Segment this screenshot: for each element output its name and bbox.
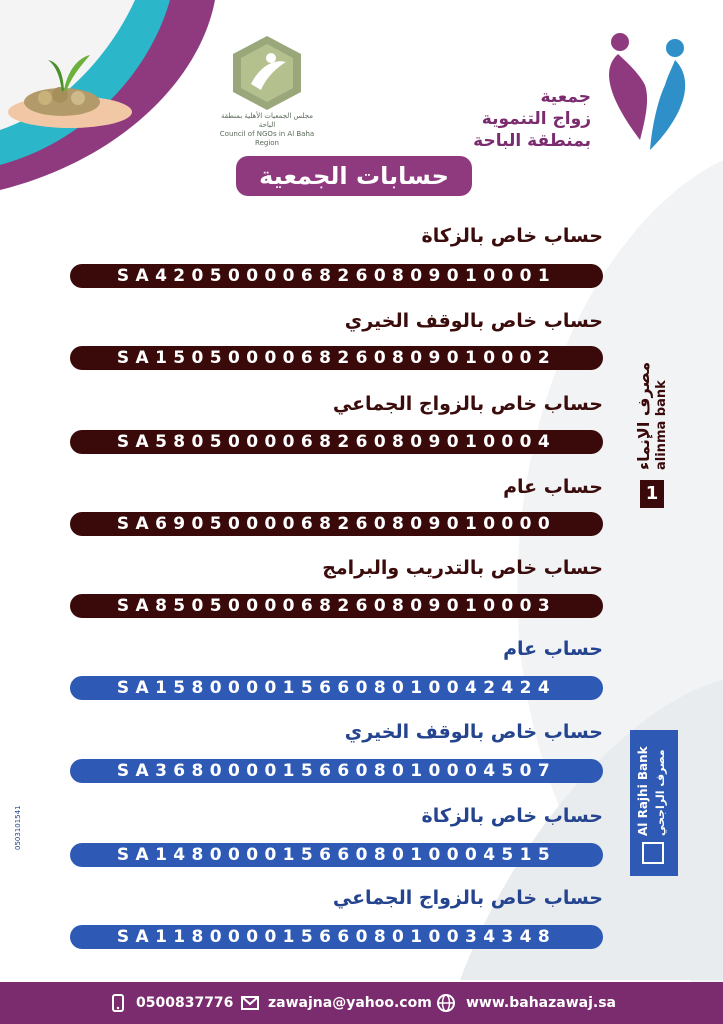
alinma-name-ar: مصرف الإنماء xyxy=(634,361,653,470)
account-label: حساب خاص بالوقف الخيري xyxy=(344,721,603,743)
council-name-ar: مجلس الجمعيات الأهلية بمنطقة الباحة xyxy=(221,112,313,129)
org-name-line1: جمعية xyxy=(540,87,591,107)
vertical-stamp-text: 0503101541 xyxy=(14,805,22,850)
council-hexagon-icon xyxy=(231,34,303,112)
footer-website[interactable]: www.bahazawaj.sa xyxy=(466,995,616,1011)
org-name-line3: بمنطقة الباحة xyxy=(473,131,591,151)
council-logo xyxy=(212,34,322,149)
alinma-mark: 1 xyxy=(640,480,664,508)
iban-bar: SA1580000156608010042424 xyxy=(70,676,603,700)
footer-email[interactable]: zawajna@yahoo.com xyxy=(268,995,432,1011)
iban-bar: SA6905000068260809010000 xyxy=(70,512,603,536)
iban-bar: SA5805000068260809010004 xyxy=(70,430,603,454)
footer-bar xyxy=(0,982,723,1024)
account-label: حساب خاص بالزواج الجماعي xyxy=(332,887,603,909)
coins-hand-image xyxy=(0,40,140,135)
email-icon xyxy=(240,993,260,1013)
organization-name xyxy=(441,86,591,152)
account-label: حساب عام xyxy=(503,638,603,660)
account-label: حساب خاص بالزواج الجماعي xyxy=(332,393,603,415)
org-name-line2: زواج التنموية xyxy=(481,109,591,129)
account-label: حساب خاص بالزكاة xyxy=(421,225,603,247)
page-title: حسابات الجمعية xyxy=(236,156,472,196)
iban-bar: SA3680000156608010004507 xyxy=(70,759,603,783)
iban-bar: SA1480000156608010004515 xyxy=(70,843,603,867)
iban-bar: SA1505000068260809010002 xyxy=(70,346,603,370)
alrajhi-name-en: Al Rajhi Bank xyxy=(636,746,650,836)
alrajhi-name-ar: مصرف الراجحي xyxy=(654,749,667,836)
alinma-name-en: alinma bank xyxy=(654,380,669,470)
alrajhi-logo-icon xyxy=(642,842,664,864)
globe-icon xyxy=(436,993,456,1013)
iban-bar: SA8505000068260809010003 xyxy=(70,594,603,618)
iban-bar: SA4205000068260809010001 xyxy=(70,264,603,288)
council-name-en: Council of NGOs in Al Baha Region xyxy=(219,130,315,147)
account-label: حساب عام xyxy=(503,476,603,498)
footer-phone[interactable]: 0500837776 xyxy=(136,995,234,1011)
phone-icon xyxy=(108,993,128,1013)
account-label: حساب خاص بالتدريب والبرامج xyxy=(322,557,603,579)
alinma-bank-badge xyxy=(632,340,672,515)
account-label: حساب خاص بالوقف الخيري xyxy=(344,310,603,332)
iban-bar: SA1180000156608010034348 xyxy=(70,925,603,949)
account-label: حساب خاص بالزكاة xyxy=(421,805,603,827)
alrajhi-bank-badge xyxy=(630,730,678,876)
